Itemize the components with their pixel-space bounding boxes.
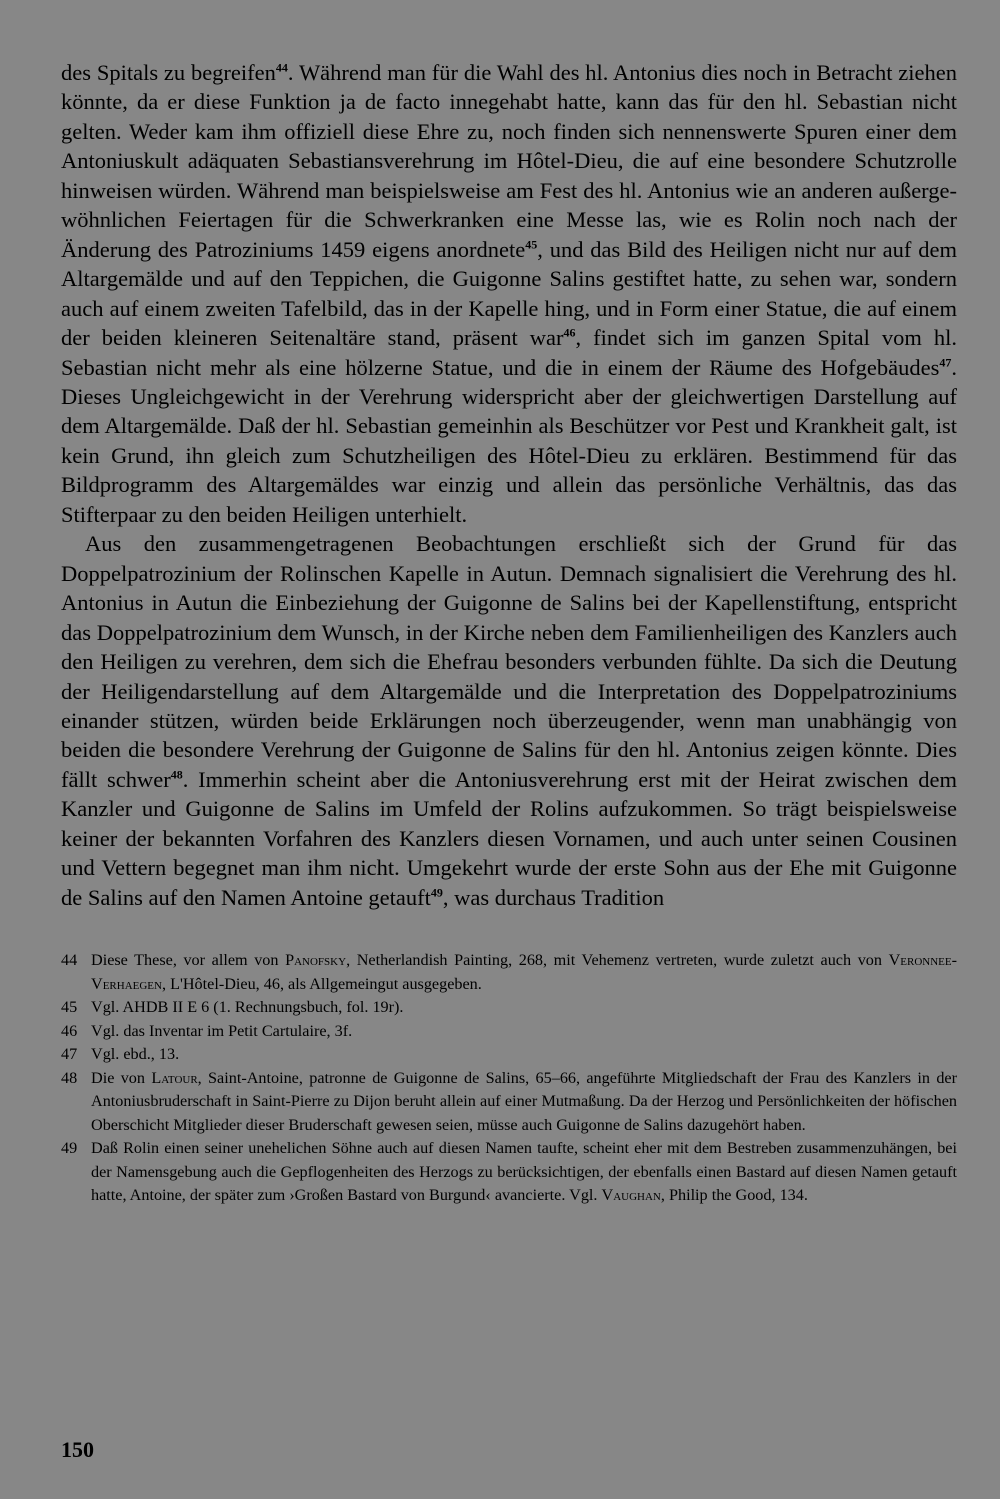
text-run: , Philip the Good, 134. [660, 1186, 808, 1205]
footnote-text [91, 996, 957, 1020]
footnote [61, 949, 957, 996]
footnote [61, 996, 957, 1020]
footnote-reference: 45 [525, 237, 538, 252]
text-run: . Dieses Ungleichgewicht in der Verehrung widerspricht aber der gleichwertigen Darstellung auf dem Altargemälde. Daß der hl. Sebastian gemeinhin als Beschützer vor Pest und Krankheit galt, ist kein Grund, ihn gleich zum Schutzheiligen des Hôtel-Dieu zu erklären. Bestimmend für das Bildprogramm des Altargemäldes war einzig und allein das persönliche Verhältnis, das das Stifterpaar zu den beiden Heiligen unterhielt. [61, 354, 957, 527]
footnote-number: 49 [61, 1139, 78, 1158]
footnote-text [91, 1067, 957, 1138]
text-run: , was durchaus Tradition [442, 884, 665, 910]
footnote-text [91, 1020, 957, 1044]
text-run: , Saint-Antoine, patronne de Guigonne de Salins, 65–66, angeführte Mitgliedschaft der Frau des Kanzlers in der Antoniusbruderschaft in Saint-Pierre zu Dijon beruht allein auf einer Mutmaßung. Da der Herzog und Persönlichkeiten der höfischen Oberschicht Mitglieder dieser Bruderschaft gewesen seien, müsse auch Guigonne de Salins dazugehört haben. [91, 1068, 957, 1134]
text-run: . Immerhin scheint aber die Antoniusverehrung erst mit der Heirat zwischen dem Kanzler und Guigonne de Salins im Umfeld der Rolins aufzukommen. So trägt beispielsweise keiner der bekannten Vorfahren des Kanzlers diesen Vornamen, und auch unter seinen Cousinen und Vettern begegnet man ihm nicht. Umgekehrt wurde der erste Sohn aus der Ehe mit Guigonne de Salins auf den Namen Antoine getauft [61, 766, 957, 910]
footnote-number: 45 [61, 998, 78, 1017]
footnote-text [91, 1043, 957, 1067]
author-name: Panofsky [285, 951, 347, 970]
page-content [61, 58, 957, 1208]
text-run: Vgl. ebd., 13. [91, 1045, 180, 1064]
text-run: Vgl. das Inventar im Petit Cartulaire, 3f. [91, 1021, 353, 1040]
footnote-reference: 44 [275, 60, 288, 75]
author-name: Latour [151, 1068, 198, 1087]
author-name: Veronnee-Verhaegen [91, 951, 957, 993]
footnote-text [91, 1137, 957, 1208]
footnote-reference: 46 [563, 325, 576, 340]
author-name: Vaughan [601, 1186, 661, 1205]
footnote-reference: 49 [430, 885, 443, 900]
paragraph-1 [61, 58, 957, 529]
text-run: , Netherlandish Painting, 268, mit Vehemenz vertreten, wurde zuletzt auch von [346, 951, 889, 970]
text-run: . Während man für die Wahl des hl. Antonius dies noch in Betracht ziehen könnte, da er diese Funktion ja de facto innegehabt hatte, kann das für den hl. Sebastian nicht gelten. Weder kam ihm offiziell diese Ehre zu, noch finden sich nennenswerte Spuren einer dem Antoniuskult adäquaten Sebastiansverehrung im Hôtel-Dieu, die auf eine besondere Schutzrolle hinweisen würden. Während man beispielsweise am Fest des hl. Antonius wie an anderen außergewöhnlichen Feiertagen für die Schwerkranken eine Messe las, wie es Rolin noch nach der Änderung des Patroziniums 1459 eigens anordnete [61, 60, 958, 262]
footnote [61, 1043, 957, 1067]
footnote-number: 47 [61, 1045, 78, 1064]
text-run: des Spitals zu begreifen [61, 60, 276, 85]
footnote-reference: 48 [170, 767, 183, 782]
page-number: 150 [61, 1437, 94, 1462]
text-run: Vgl. AHDB II E 6 (1. Rechnungsbuch, fol. 19r). [91, 998, 404, 1017]
footnote [61, 1137, 957, 1208]
main-text [61, 58, 957, 912]
text-run: , und das Bild des Heiligen nicht nur auf dem Altargemälde und auf den Teppichen, die Guigonne Salins gestiftet hatte, zu sehen war, sondern auch auf einem zweiten Tafelbild, das in der Kapelle hing, und in Form einer Statue, die auf einem der beiden kleineren Seitenaltäre stand, präsent war [61, 236, 957, 351]
footnotes [61, 949, 957, 1208]
footnote-text [91, 949, 957, 996]
footnote-number: 46 [61, 1021, 78, 1040]
footnote [61, 1067, 957, 1138]
footnote-reference: 47 [939, 355, 952, 370]
text-run: Daß Rolin einen seiner unehelichen Söhne auch auf diesen Namen taufte, scheint eher mit dem Bestreben zusammenzuhängen, bei der Namensgebung auch die Gepflogenheiten des Herzogs zu berücksichtigen, der ebenfalls einen Bastard auf diesen Namen getauft hatte, Antoine, der später zum ›Großen Bastard von Burgund‹ avancierte. Vgl. [91, 1139, 957, 1205]
paragraph-2 [61, 529, 957, 912]
text-run: Diese These, vor allem von [91, 951, 286, 970]
footnote-number: 44 [61, 951, 78, 970]
text-run: , L'Hôtel-Dieu, 46, als Allgemeingut ausgegeben. [161, 974, 482, 993]
text-run: Die von [91, 1068, 152, 1087]
text-run: , findet sich im ganzen Spital vom hl. Sebastian nicht mehr als eine hölzerne Statue, und die in einem der Räume des Hofgebäudes [61, 325, 957, 380]
footnote [61, 1020, 957, 1044]
footnote-number: 48 [61, 1068, 78, 1087]
text-run: Aus den zusammengetragenen Beobachtungen erschließt sich der Grund für das Doppelpatrozinium der Rolinschen Kapelle in Autun. Demnach signalisiert die Verehrung des hl. Antonius in Autun die Einbeziehung der Guigonne de Salins bei der Kapellenstiftung, entspricht das Doppelpatrozinium dem Wunsch, in der Kirche neben dem Familienheiligen des Kanzlers auch den Heiligen zu verehren, dem sich die Ehefrau besonders verbunden fühlte. Da sich die Deutung der Heiligendarstellung auf dem Altargemälde und die Interpretation des Doppelpatroziniums einander stützen, würden beide Erklärungen noch überzeugender, wenn man unabhängig von beiden die besondere Verehrung der Guigonne de Salins für den hl. Antonius zeigen könnte. Dies fällt schwer [61, 531, 957, 792]
